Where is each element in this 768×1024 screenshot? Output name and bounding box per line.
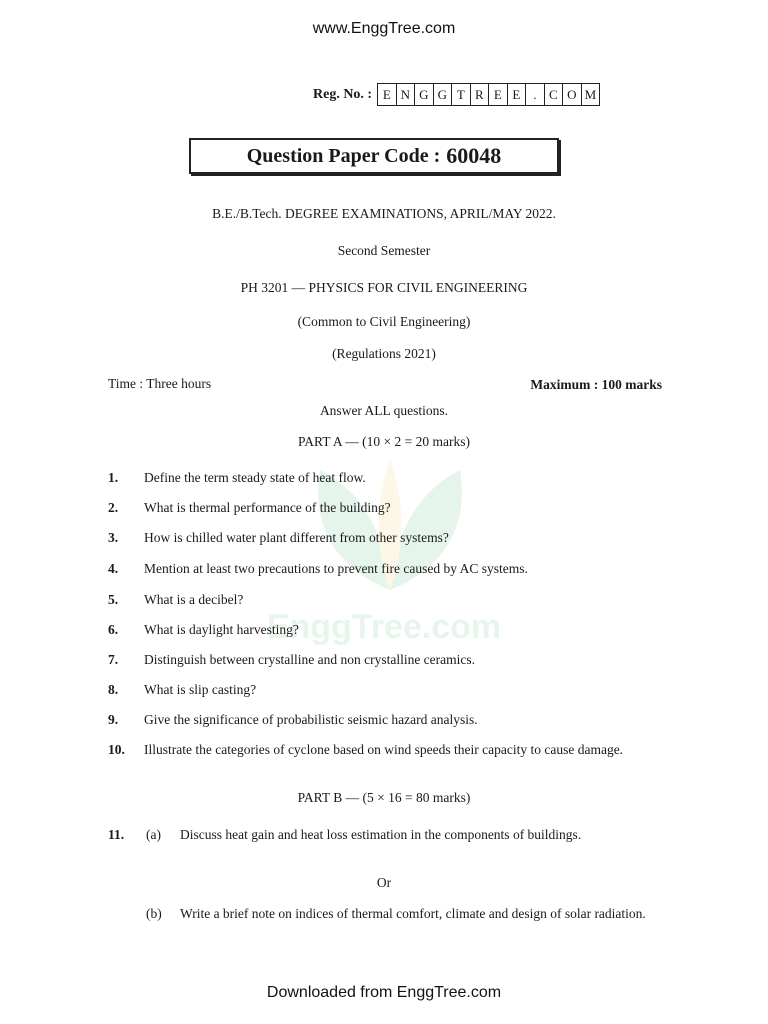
reg-box: C bbox=[545, 84, 564, 105]
sub-question-text: Write a brief note on indices of thermal comfort, climate and design of solar radiation. bbox=[180, 906, 646, 921]
sub-question-label: (a) bbox=[146, 827, 161, 842]
question-number: 8. bbox=[108, 682, 119, 697]
question-number: 2. bbox=[108, 500, 119, 515]
question-text: What is slip casting? bbox=[144, 682, 257, 697]
question-number: 1. bbox=[108, 470, 119, 485]
question-text: What is thermal performance of the building? bbox=[144, 500, 391, 515]
regulations: (Regulations 2021) bbox=[332, 346, 436, 361]
question-number: 5. bbox=[108, 592, 119, 607]
common-to: (Common to Civil Engineering) bbox=[297, 314, 471, 329]
question-text: Distinguish between crystalline and non crystalline ceramics. bbox=[144, 652, 476, 667]
or-separator: Or bbox=[376, 875, 392, 890]
question-text: Mention at least two precautions to prevent fire caused by AC systems. bbox=[144, 561, 528, 576]
reg-box: O bbox=[563, 84, 582, 105]
paper-code-label: Question Paper Code : bbox=[246, 144, 441, 167]
question-number: 10. bbox=[108, 742, 125, 757]
instruction: Answer ALL questions. bbox=[319, 403, 449, 418]
reg-label: Reg. No. : bbox=[313, 86, 373, 102]
site-footer: Downloaded from EnggTree.com bbox=[266, 984, 502, 1001]
question-number: 6. bbox=[108, 622, 119, 637]
part-b-heading: PART B — (5 × 16 = 80 marks) bbox=[297, 790, 471, 805]
question-text: How is chilled water plant different from other systems? bbox=[144, 530, 449, 545]
sub-question-label: (b) bbox=[146, 906, 162, 921]
reg-box: G bbox=[415, 84, 434, 105]
paper-code-value: 60048 bbox=[446, 143, 502, 168]
reg-box: E bbox=[378, 84, 397, 105]
reg-box: E bbox=[489, 84, 508, 105]
maximum-marks: Maximum : 100 marks bbox=[530, 377, 662, 392]
reg-number-boxes bbox=[377, 83, 600, 106]
question-number: 7. bbox=[108, 652, 119, 667]
question-text: Define the term steady state of heat flow. bbox=[144, 470, 366, 485]
reg-number-row bbox=[313, 83, 600, 106]
question-text: What is a decibel? bbox=[144, 592, 244, 607]
time-allowed: Time : Three hours bbox=[108, 376, 212, 391]
exam-title: B.E./B.Tech. DEGREE EXAMINATIONS, APRIL/MAY 2022. bbox=[212, 206, 556, 221]
reg-box: . bbox=[526, 84, 545, 105]
question-number: 3. bbox=[108, 530, 119, 545]
semester: Second Semester bbox=[337, 243, 431, 258]
watermark-text: EnggTree.com bbox=[266, 608, 502, 646]
question-paper-code-box bbox=[189, 138, 559, 174]
part-a-heading: PART A — (10 × 2 = 20 marks) bbox=[298, 434, 470, 449]
reg-box: G bbox=[434, 84, 453, 105]
question-number: 11. bbox=[108, 827, 125, 842]
reg-box: M bbox=[584, 86, 597, 102]
site-header: www.EnggTree.com bbox=[312, 20, 456, 37]
reg-box: T bbox=[452, 84, 471, 105]
subject-title: PH 3201 — PHYSICS FOR CIVIL ENGINEERING bbox=[240, 280, 528, 295]
question-number: 9. bbox=[108, 712, 119, 727]
sub-question-text: Discuss heat gain and heat loss estimation in the components of buildings. bbox=[180, 827, 582, 842]
question-number: 4. bbox=[108, 561, 119, 576]
reg-box: E bbox=[508, 84, 527, 105]
question-text: Give the significance of probabilistic seismic hazard analysis. bbox=[144, 712, 478, 727]
reg-box: R bbox=[471, 84, 490, 105]
question-text: Illustrate the categories of cyclone based on wind speeds their capacity to cause damage. bbox=[144, 742, 624, 757]
question-text: What is daylight harvesting? bbox=[144, 622, 299, 637]
reg-box: N bbox=[397, 84, 416, 105]
